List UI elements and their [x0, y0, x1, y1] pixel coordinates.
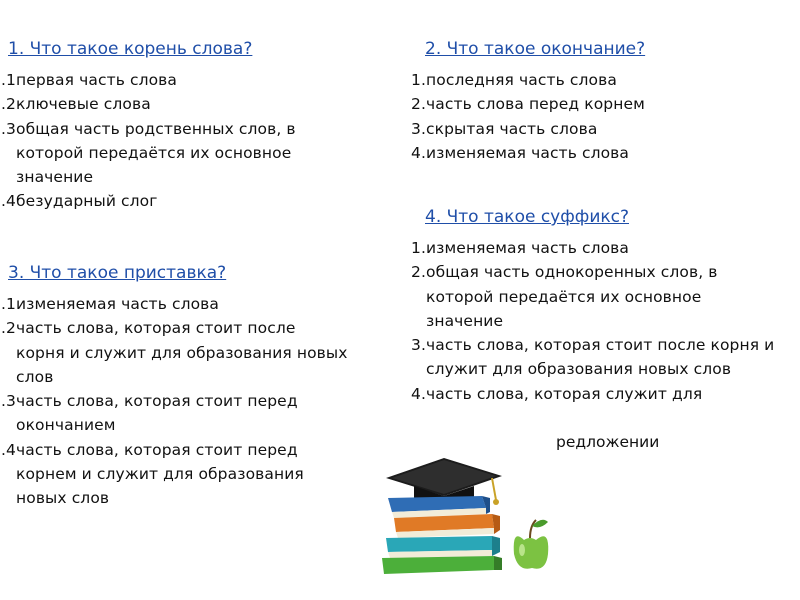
answer-number: 4.	[411, 143, 426, 162]
answer-text: часть слова, которая стоит перед окончанием	[16, 392, 298, 435]
answer-number: 2.	[1, 95, 16, 114]
illustration	[374, 456, 564, 580]
question-1-answers	[0, 68, 348, 214]
answer-item	[0, 92, 348, 116]
question-1	[1, 38, 348, 214]
answer-number: 3.	[1, 119, 16, 138]
answer-number: 3.	[1, 392, 16, 411]
answer-text: изменяемая часть слова	[16, 295, 219, 313]
question-3	[1, 262, 348, 511]
answer-text: первая часть слова	[16, 71, 178, 89]
answer-item	[0, 189, 348, 213]
question-2	[411, 38, 775, 165]
answer-text: часть слова, которая стоит перед корнем и служит для образования новых слов	[16, 440, 304, 508]
answer-item	[411, 333, 775, 382]
answer-item	[0, 316, 348, 389]
answer-number: 4.	[1, 440, 16, 459]
answer-text: общая часть однокоренных слов, в которой передаётся их основное значение	[426, 263, 718, 330]
question-4	[411, 206, 775, 406]
question-4-title: 4. Что такое суффикс?	[425, 207, 629, 227]
answer-text: ключевые слова	[16, 95, 151, 114]
answer-text: изменяемая часть слова	[426, 239, 629, 257]
answer-number: 3.	[411, 336, 426, 355]
answer-item	[0, 117, 348, 190]
answer-item	[411, 236, 775, 260]
answer-item	[411, 260, 775, 333]
answer-number: 4.	[1, 192, 16, 211]
answer-text: изменяемая часть слова	[426, 143, 629, 162]
answer-item	[0, 438, 348, 511]
answer-text: безударный слог	[16, 192, 158, 211]
apple-icon	[514, 520, 549, 569]
answer-text: часть слова, которая служит для	[426, 384, 703, 403]
answer-number: 2.	[411, 263, 426, 282]
question-2-title: 2. Что такое окончание?	[425, 39, 646, 59]
book-stack-illustration	[374, 456, 564, 576]
answer-text: часть слова, которая стоит после корня и служит для образования новых слов	[16, 319, 348, 386]
answer-number: 3.	[411, 119, 426, 138]
answer-item	[0, 389, 348, 438]
question-3-answers	[0, 292, 348, 511]
book-icon	[388, 496, 490, 518]
answer-number: 2.	[1, 319, 16, 338]
answer-text: часть слова перед корнем	[426, 95, 645, 114]
answer-number: 2.	[411, 95, 426, 114]
answer-text: часть слова, которая стоит после корня и служит для образования новых слов	[426, 336, 775, 379]
answer-number: 1.	[1, 295, 16, 313]
answer-item	[0, 292, 348, 316]
question-4-answers	[411, 236, 775, 406]
book-icon	[394, 514, 500, 538]
answer-number: 1.	[1, 71, 16, 89]
answer-number: 1.	[411, 239, 426, 257]
answer-item	[411, 117, 775, 141]
question-2-answers	[411, 68, 775, 165]
question-3-title: 3. Что такое приставка?	[8, 263, 227, 283]
answer-number: 1.	[411, 71, 426, 89]
book-icon	[386, 536, 500, 558]
answer-text: общая часть родственных слов, в которой передаётся их основное значение	[16, 119, 296, 187]
answer-item	[411, 141, 775, 165]
book-icon	[382, 556, 502, 574]
answer-item	[0, 68, 348, 92]
answer-item	[411, 382, 775, 406]
answer-text: скрытая часть слова	[426, 119, 598, 138]
answer-text: последняя часть слова	[426, 71, 617, 89]
question-4-answer-continuation: редложении	[556, 433, 660, 451]
question-1-title: 1. Что такое корень слова?	[8, 39, 253, 59]
answer-item	[411, 92, 775, 116]
answer-item	[411, 68, 775, 92]
answer-number: 4.	[411, 384, 426, 403]
